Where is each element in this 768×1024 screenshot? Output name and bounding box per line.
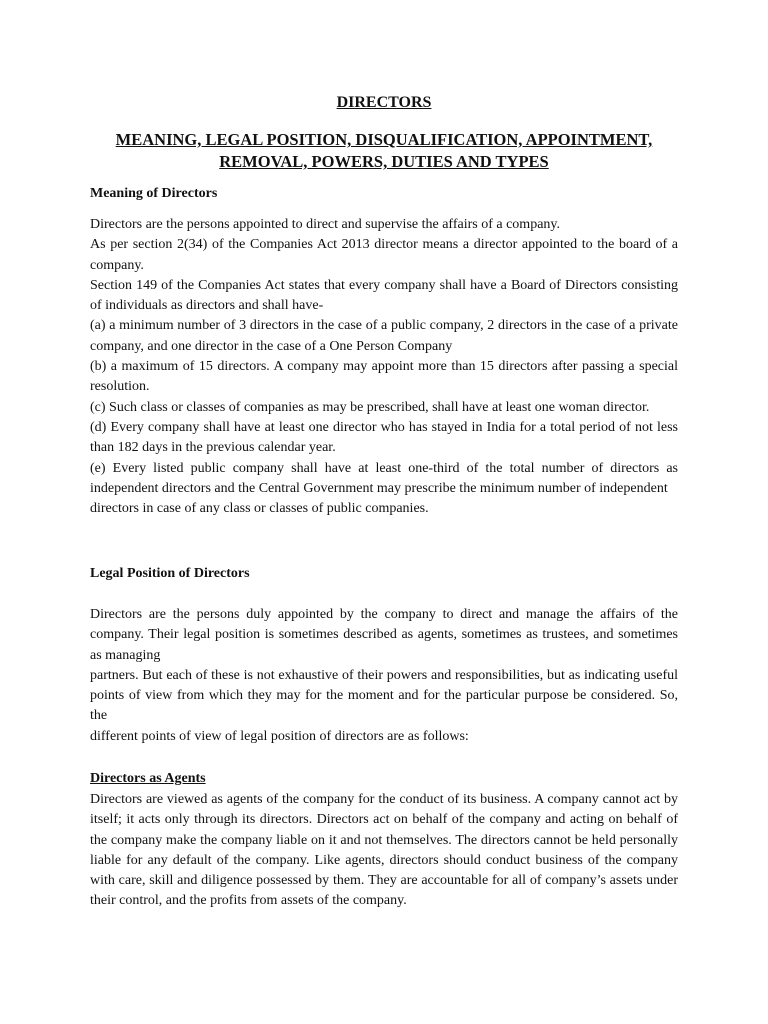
meaning-paragraph: Directors are the persons appointed to direct and supervise the affairs of a company. xyxy=(90,217,560,232)
document-title: DIRECTORS xyxy=(336,94,432,111)
legal-paragraph: Directors are the persons duly appointed by the company to direct and manage the affairs of the company. Their legal position is sometimes described as agents, sometimes as trustees, and sometimes as managing xyxy=(90,607,678,663)
legal-position-heading: Legal Position of Directors xyxy=(90,566,250,581)
document-subtitle xyxy=(0,129,768,173)
subtitle-line-1: MEANING, LEGAL POSITION, DISQUALIFICATION, APPOINTMENT, xyxy=(115,130,653,149)
meaning-paragraph: (b) a maximum of 15 directors. A company may appoint more than 15 directors after passing a special resolution. xyxy=(90,359,678,395)
legal-paragraph: different points of view of legal position of directors are as follows: xyxy=(90,728,469,744)
meaning-paragraph: (e) Every listed public company shall have at least one-third of the total number of directors as independent directors and the Central Government may prescribe the minimum number of independent xyxy=(90,460,678,496)
agents-subheading: Directors as Agents xyxy=(90,771,206,786)
legal-paragraph: partners. But each of these is not exhaustive of their powers and responsibilities, but as indicating useful points of view from which they may for the moment and for the particular purpose be considered. So, the xyxy=(90,667,678,724)
agents-paragraph: Directors are viewed as agents of the company for the conduct of its business. A company cannot act by itself; it acts only through its directors. Directors act on behalf of the company and acting on behalf of the company make the company liable on it and not themselves. The directors cannot be held personally liable for any default of the company. Like agents, directors should conduct business of the company with care, skill and diligence possessed by them. They are accountable for all of company’s assets under their control, and the profits from assets of the company. xyxy=(90,792,678,909)
agents-section xyxy=(90,790,678,912)
meaning-heading: Meaning of Directors xyxy=(90,186,218,201)
meaning-paragraph: As per section 2(34) of the Companies Act 2013 director means a director appointed to the board of a company. xyxy=(90,237,678,273)
legal-position-section xyxy=(90,605,678,747)
meaning-paragraph: (c) Such class or classes of companies as may be prescribed, shall have at least one woman director. xyxy=(90,399,650,415)
meaning-paragraph: directors in case of any class or classes of public companies. xyxy=(90,501,429,517)
meaning-paragraph: (d) Every company shall have at least one director who has stayed in India for a total period of not less than 182 days in the previous calendar year. xyxy=(90,419,678,456)
meaning-paragraph: Section 149 of the Companies Act states that every company shall have a Board of Directors consisting of individuals as directors and shall have- xyxy=(90,277,678,314)
subtitle-line-2: REMOVAL, POWERS, DUTIES AND TYPES xyxy=(219,152,549,171)
meaning-paragraph: (a) a minimum number of 3 directors in the case of a public company, 2 directors in the case of a private company, and one director in the case of a One Person Company xyxy=(90,318,678,354)
meaning-section xyxy=(90,215,678,519)
